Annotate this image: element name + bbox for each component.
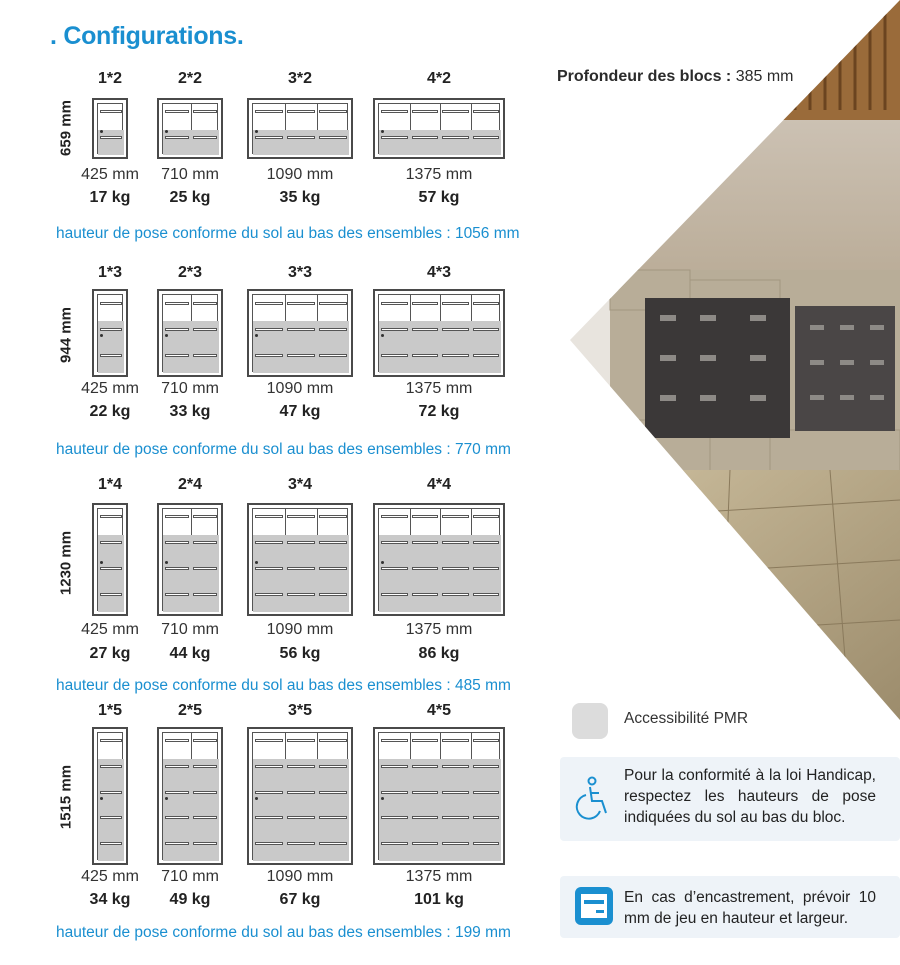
- config-header: 3*4: [287, 476, 313, 493]
- config-header: 2*3: [177, 264, 203, 281]
- mailbox-icon: [574, 886, 614, 926]
- mailbox-block-diagram: [373, 503, 505, 616]
- block-width: 1375 mm: [405, 380, 473, 397]
- mailbox-block-diagram: [157, 98, 223, 159]
- mailbox-block-diagram: [373, 727, 505, 865]
- block-weight: 72 kg: [418, 403, 460, 420]
- config-header: 3*2: [287, 70, 313, 87]
- block-width: 710 mm: [161, 621, 219, 638]
- block-weight: 47 kg: [279, 403, 321, 420]
- mounting-height-note: hauteur de pose conforme du sol au bas des ensembles : 485 mm: [56, 677, 511, 694]
- block-weight: 56 kg: [279, 645, 321, 662]
- embed-info-box: [560, 876, 900, 938]
- block-height-label: 1230 mm: [57, 530, 75, 596]
- interior-photo: [570, 0, 900, 720]
- block-weight: 34 kg: [89, 891, 131, 908]
- block-width: 710 mm: [161, 166, 219, 183]
- block-height-label: 1515 mm: [57, 764, 75, 830]
- block-width: 425 mm: [81, 868, 139, 885]
- mailbox-block-diagram: [373, 98, 505, 159]
- config-header: 1*4: [97, 476, 123, 493]
- block-weight: 22 kg: [89, 403, 131, 420]
- mailbox-block-diagram: [157, 503, 223, 616]
- mailbox-block-diagram: [373, 289, 505, 377]
- depth-label: Profondeur des blocs :: [557, 68, 732, 85]
- block-weight: 17 kg: [89, 189, 131, 206]
- mounting-height-note: hauteur de pose conforme du sol au bas des ensembles : 199 mm: [56, 924, 511, 941]
- mailbox-block-diagram: [157, 727, 223, 865]
- config-header: 1*2: [97, 70, 123, 87]
- config-header: 4*5: [426, 702, 452, 719]
- block-width: 425 mm: [81, 621, 139, 638]
- handicap-info-box: [560, 757, 900, 841]
- block-width: 425 mm: [81, 166, 139, 183]
- config-header: 4*3: [426, 264, 452, 281]
- config-header: 4*4: [426, 476, 452, 493]
- mounting-height-note: hauteur de pose conforme du sol au bas des ensembles : 770 mm: [56, 441, 511, 458]
- block-height-label: 944 mm: [57, 307, 75, 363]
- config-header: 1*5: [97, 702, 123, 719]
- block-width: 1090 mm: [266, 166, 334, 183]
- block-weight: 27 kg: [89, 645, 131, 662]
- config-header: 2*5: [177, 702, 203, 719]
- block-width: 1090 mm: [266, 380, 334, 397]
- handicap-info-text: Pour la conformité à la loi Handicap, respectez les hauteurs de pose indiquées du sol au bas du bloc.: [624, 767, 876, 826]
- mailbox-block-diagram: [247, 727, 353, 865]
- mailbox-block-diagram: [92, 98, 128, 159]
- block-height-label: 659 mm: [57, 100, 75, 156]
- mailbox-block-diagram: [247, 503, 353, 616]
- config-header: 3*5: [287, 702, 313, 719]
- block-weight: 33 kg: [169, 403, 211, 420]
- mailbox-block-diagram: [247, 98, 353, 159]
- config-header: 4*2: [426, 70, 452, 87]
- pmr-swatch: [572, 703, 608, 739]
- block-width: 1090 mm: [266, 868, 334, 885]
- config-header: 2*2: [177, 70, 203, 87]
- block-width: 710 mm: [161, 868, 219, 885]
- mounting-height-note: hauteur de pose conforme du sol au bas des ensembles : 1056 mm: [56, 225, 520, 242]
- block-width: 710 mm: [161, 380, 219, 397]
- block-width: 1375 mm: [405, 166, 473, 183]
- config-header: 3*3: [287, 264, 313, 281]
- block-weight: 44 kg: [169, 645, 211, 662]
- block-width: 1375 mm: [405, 621, 473, 638]
- block-width: 425 mm: [81, 380, 139, 397]
- block-weight: 101 kg: [414, 891, 464, 908]
- block-weight: 35 kg: [279, 189, 321, 206]
- mailbox-block-diagram: [157, 289, 223, 377]
- block-weight: 57 kg: [418, 189, 460, 206]
- page-title: . Configurations.: [50, 22, 244, 50]
- block-width: 1090 mm: [266, 621, 334, 638]
- block-weight: 86 kg: [418, 645, 460, 662]
- pmr-label: Accessibilité PMR: [624, 710, 749, 727]
- embed-info-text: En cas d’encastrement, prévoir 10 mm de jeu en hauteur et largeur.: [624, 889, 876, 927]
- depth-value: 385 mm: [735, 68, 794, 85]
- block-width: 1375 mm: [405, 868, 473, 885]
- mailbox-block-diagram: [92, 503, 128, 616]
- config-header: 1*3: [97, 264, 123, 281]
- block-weight: 25 kg: [169, 189, 211, 206]
- block-weight: 49 kg: [169, 891, 211, 908]
- mailbox-block-diagram: [92, 289, 128, 377]
- config-header: 2*4: [177, 476, 203, 493]
- block-weight: 67 kg: [279, 891, 321, 908]
- mailbox-block-diagram: [247, 289, 353, 377]
- mailbox-block-diagram: [92, 727, 128, 865]
- wheelchair-icon: [570, 775, 614, 821]
